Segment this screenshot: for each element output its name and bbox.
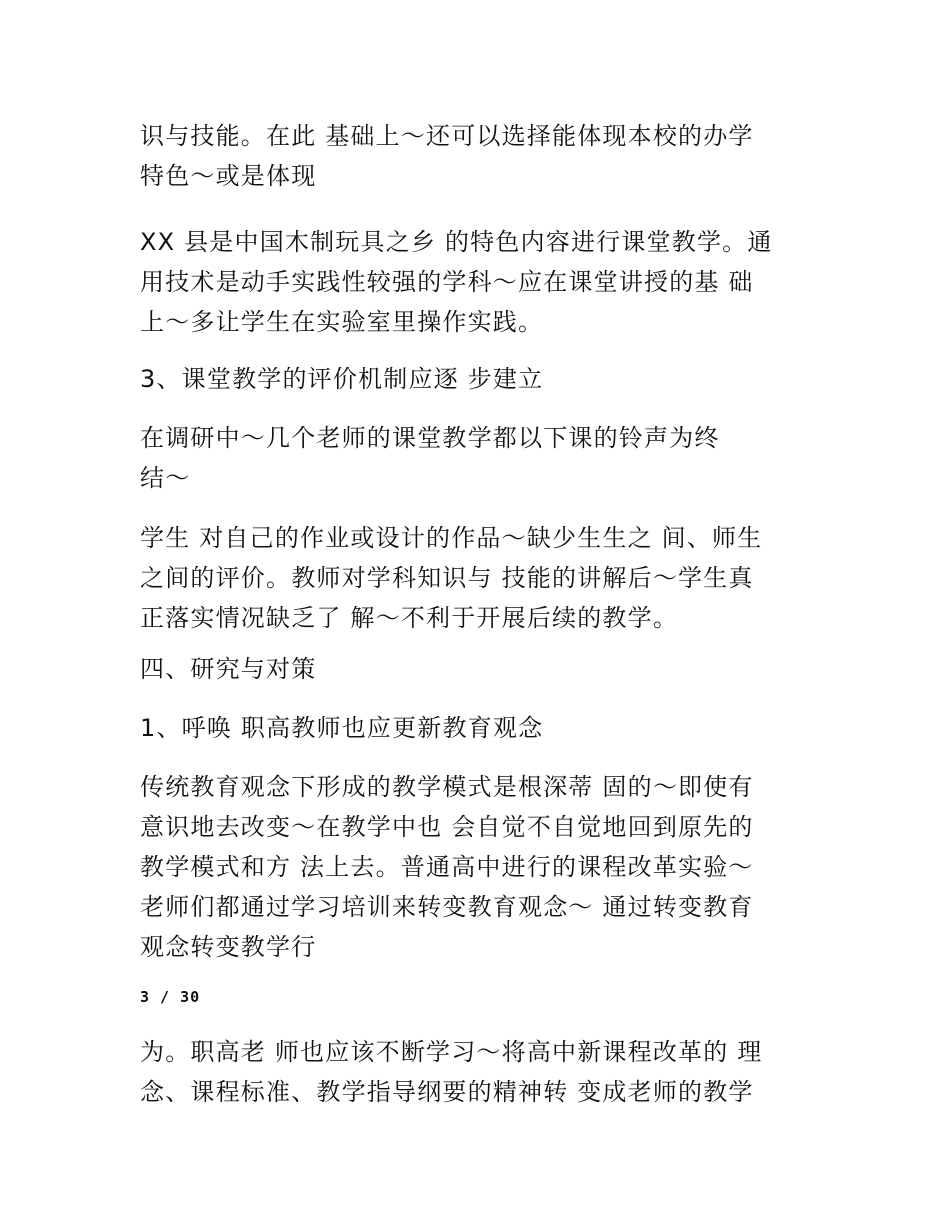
text-line: 学生 对自己的作业或设计的作品～缺少生生之 间、师生 <box>140 524 763 552</box>
text-line: 3、课堂教学的评价机制应逐 步建立 <box>140 365 544 393</box>
text-line: 为。职高老 师也应该不断学习～将高中新课程改革的 理 <box>140 1038 763 1066</box>
text-line: 1、呼唤 职高教师也应更新教育观念 <box>140 714 544 742</box>
text-line: 教学模式和方 法上去。普通高中进行的课程改革实验～ <box>140 853 754 881</box>
text-line: 之间的评价。教师对学科知识与 技能的讲解后～学生真 <box>140 564 754 592</box>
text-line: 四、研究与对策 <box>140 655 317 683</box>
heading-update-concepts <box>140 708 810 748</box>
text-line: 正落实情况缺乏了 解～不利于开展后续的教学。 <box>140 604 679 632</box>
text-line: 特色～或是体现 <box>140 162 317 190</box>
heading-evaluation-mechanism <box>140 359 810 399</box>
text-line: 观念转变教学行 <box>140 933 317 961</box>
text-line: 意识地去改变～在教学中也 会自觉不自觉地回到原先的 <box>140 813 754 841</box>
text-line: 结～ <box>140 464 191 492</box>
text-line: 念、课程标准、教学指导纲要的精神转 变成老师的教学 <box>140 1078 754 1106</box>
text-line: 在调研中～几个老师的课堂教学都以下课的铃声为终 <box>140 424 720 452</box>
text-line: 上～多让学生在实验室里操作实践。 <box>140 308 544 336</box>
paragraph-vocational-teachers <box>140 1032 810 1112</box>
paragraph-knowledge-skills <box>140 116 810 196</box>
paragraph-research-observation <box>140 418 810 498</box>
paragraph-traditional-concepts <box>140 767 810 967</box>
text-line: 识与技能。在此 基础上～还可以选择能体现本校的办学 <box>140 122 754 150</box>
text-line: 老师们都通过学习培训来转变教育观念～ 通过转变教育 <box>140 893 754 921</box>
text-line: XX 县是中国木制玩具之乡 的特色内容进行课堂教学。通 <box>140 228 773 256</box>
text-line: 传统教育观念下形成的教学模式是根深蒂 固的～即使有 <box>140 773 754 801</box>
heading-research-countermeasures <box>140 649 810 689</box>
paragraph-student-evaluation <box>140 518 810 638</box>
paragraph-wooden-toys <box>140 222 810 342</box>
text-line: 用技术是动手实践性较强的学科～应在课堂讲授的基 础 <box>140 268 754 296</box>
page-number: 3 / 30 <box>140 988 201 1006</box>
